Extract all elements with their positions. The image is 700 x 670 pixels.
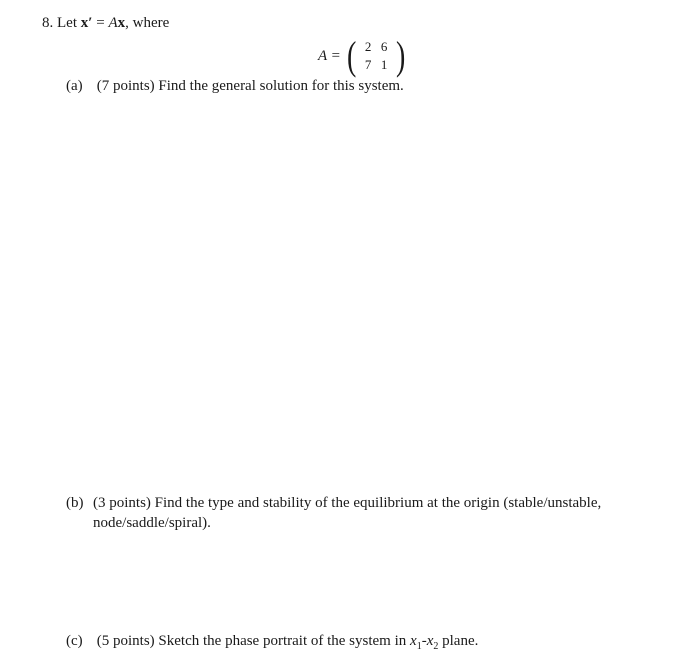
- matrix-entry: 1: [380, 57, 388, 72]
- matrix-label: A =: [318, 47, 341, 64]
- part-a-label: (a): [66, 78, 83, 94]
- problem-statement: [42, 15, 169, 32]
- part-b-label: (b): [66, 495, 84, 511]
- part-b: [66, 493, 681, 533]
- part-c-text-before: (5 points) Sketch the phase portrait of the system in: [96, 633, 411, 649]
- var-x2: x: [426, 633, 434, 649]
- vector-x-prime: x′: [80, 15, 93, 31]
- vector-x: x: [117, 15, 126, 31]
- part-a-text: (7 points) Find the general solution for this system.: [96, 78, 404, 94]
- var-x1: x: [410, 633, 417, 649]
- matrix-entry: 6: [380, 39, 388, 54]
- right-paren: ): [396, 33, 406, 78]
- matrix-entry: 2: [364, 39, 372, 54]
- sub-1: 1: [416, 641, 422, 652]
- intro-suffix: , where: [125, 15, 170, 31]
- sub-2: 2: [433, 641, 439, 652]
- part-c: [66, 633, 478, 652]
- part-b-line2: node/saddle/spiral).: [93, 515, 211, 531]
- matrix-symbol: A: [108, 15, 118, 31]
- dash: -: [421, 633, 427, 649]
- matrix-entry: 7: [364, 57, 372, 72]
- part-b-line1: (3 points) Find the type and stability of the equilibrium at the origin (stable/unstable,: [93, 495, 602, 511]
- intro-prefix: Let: [57, 15, 77, 31]
- part-c-text-after: plane.: [438, 633, 479, 649]
- problem-number: 8.: [42, 15, 54, 31]
- matrix-definition: [318, 33, 407, 78]
- matrix-entries: [360, 38, 392, 74]
- equals-sign: =: [96, 15, 105, 31]
- left-paren: (: [346, 33, 357, 78]
- part-a: [66, 78, 404, 95]
- part-c-label: (c): [66, 633, 83, 649]
